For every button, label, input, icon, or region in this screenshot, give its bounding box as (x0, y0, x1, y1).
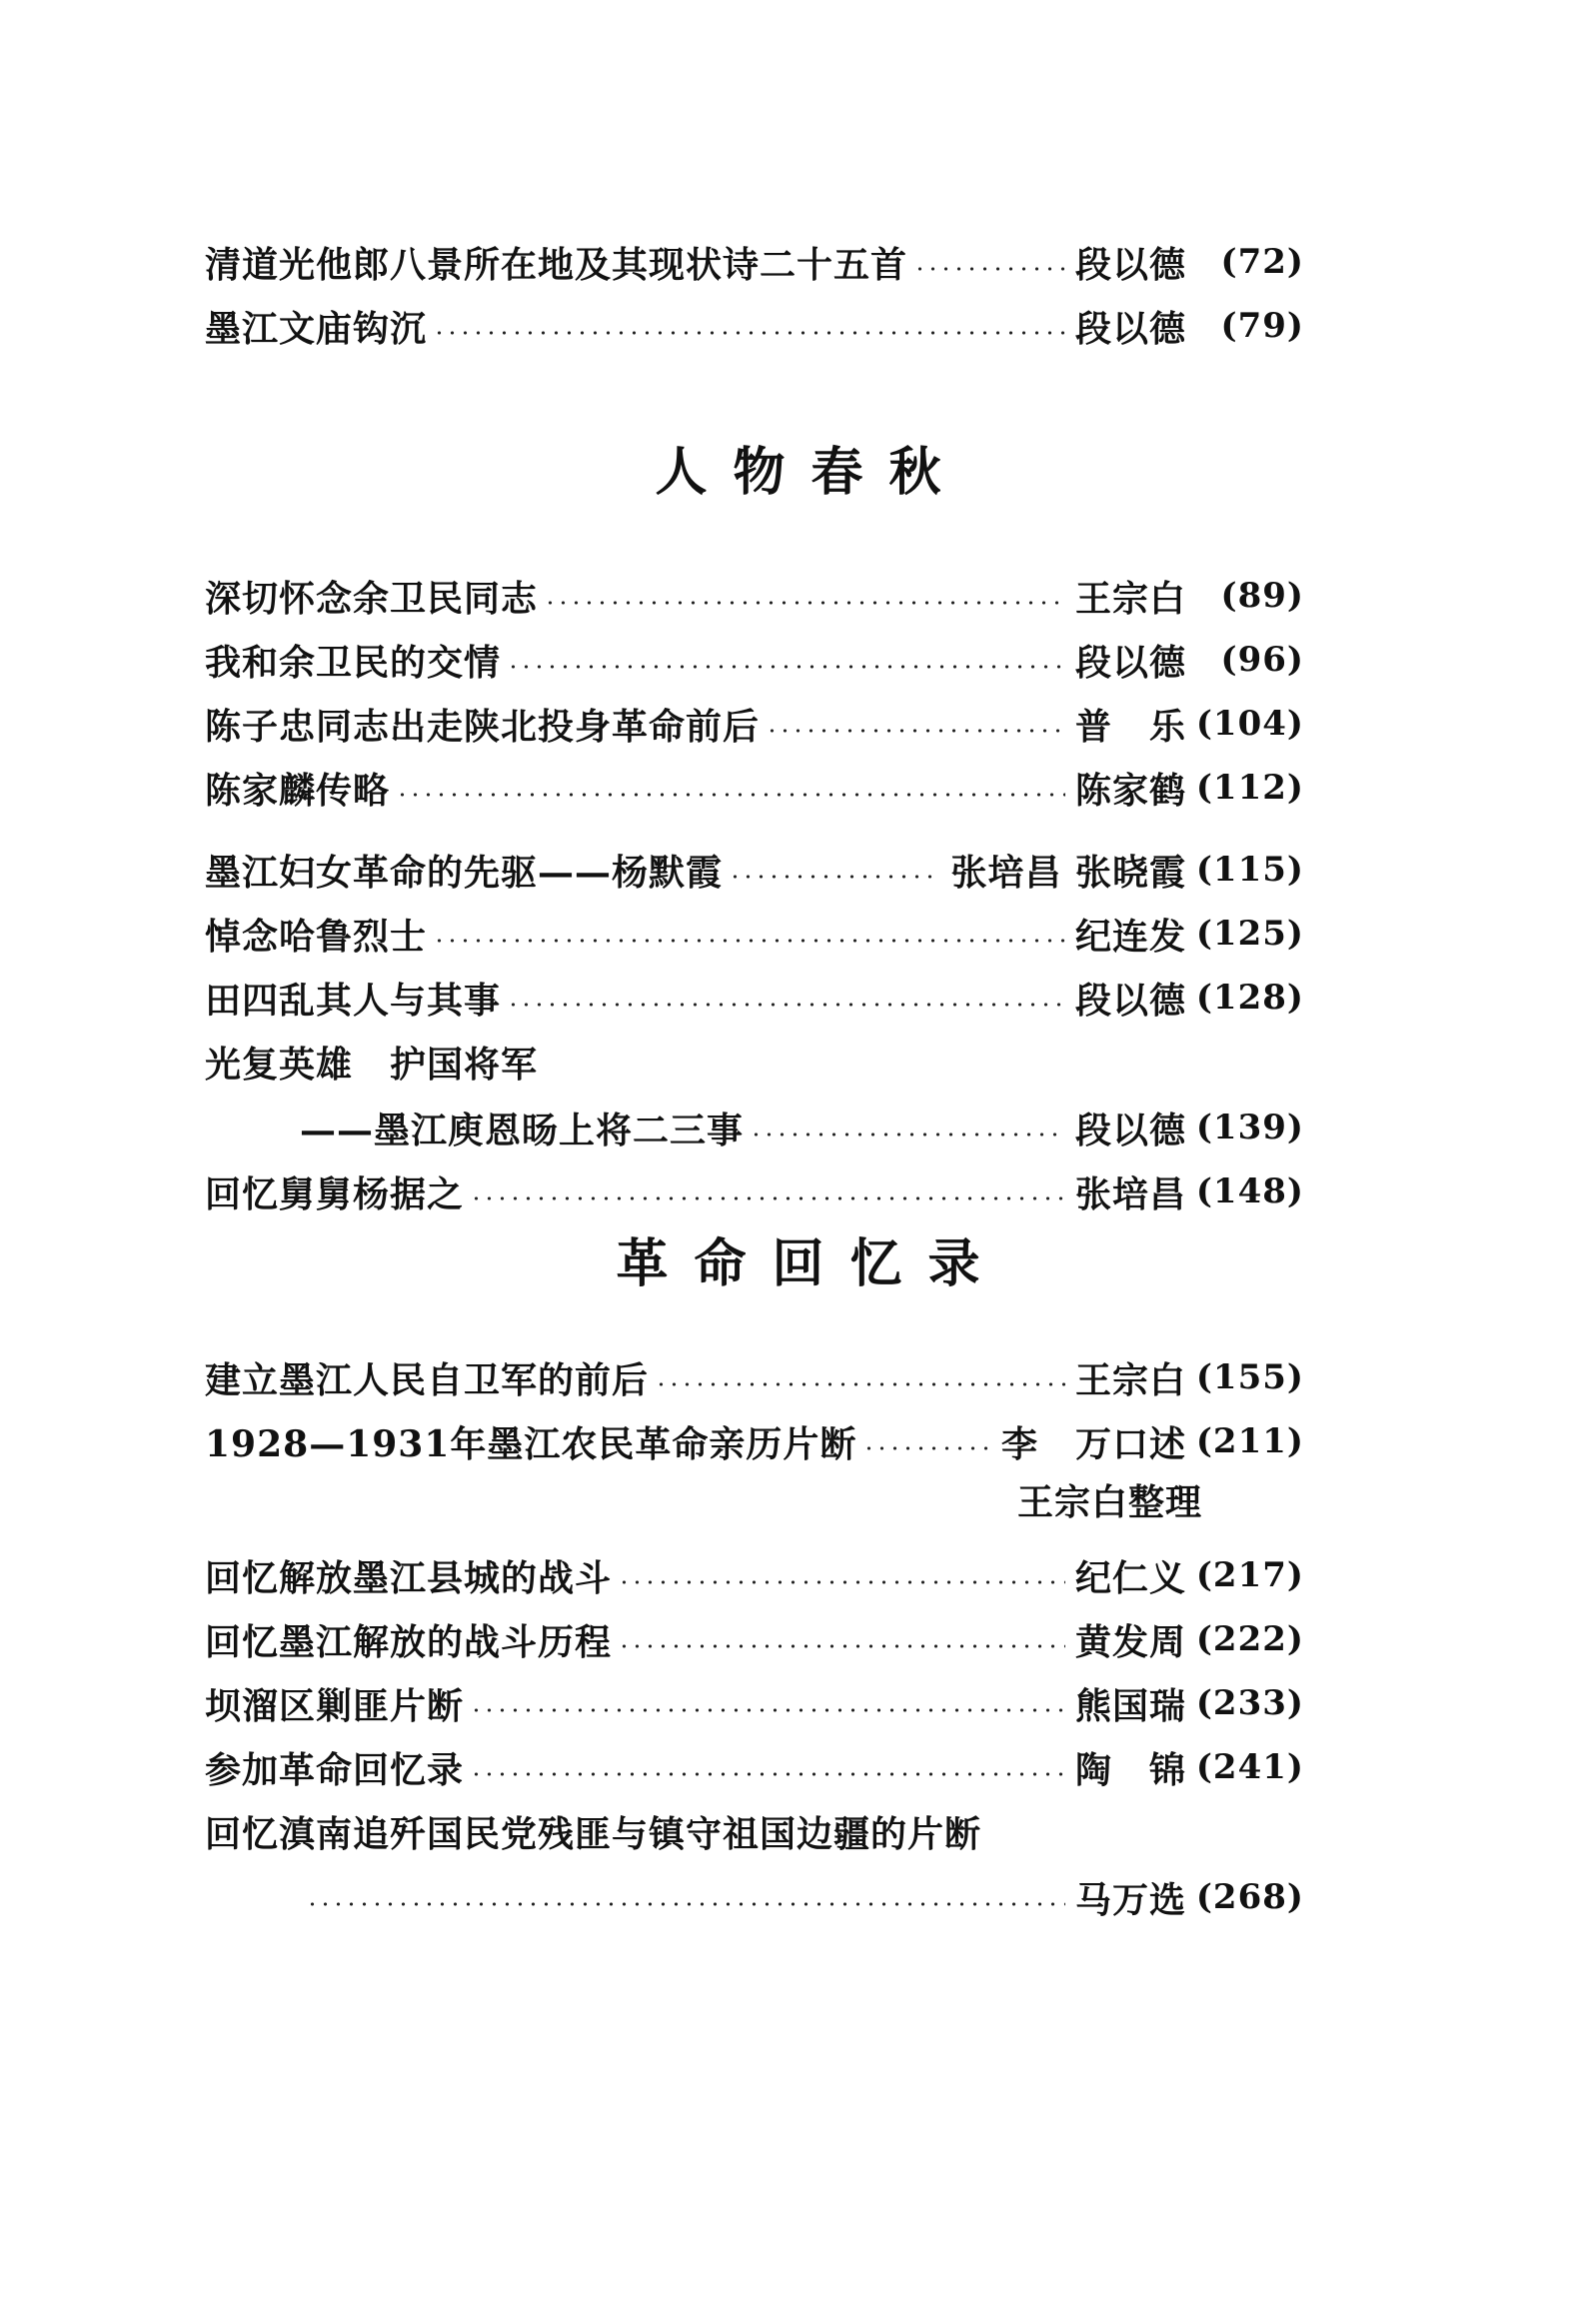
toc-entry-coauthor: 王宗白整理 (1017, 1481, 1203, 1523)
toc-entry-title: 墨江妇女革命的先驱——杨默霞 (205, 851, 724, 894)
toc-entry-page: (115) (1195, 850, 1304, 890)
dot-leader (618, 1578, 1065, 1586)
toc-entry-title: 参加革命回忆录 (205, 1748, 465, 1791)
dot-leader (618, 1642, 1065, 1650)
toc-entry-page: (139) (1195, 1108, 1304, 1148)
toc-entry-author: 陶 锦 (1074, 1748, 1186, 1791)
toc-entry[interactable] (205, 758, 1304, 818)
toc-entry-page: (96) (1220, 640, 1304, 680)
toc-entry-title: 墨江文庙钩沉 (205, 307, 428, 350)
toc-entry-page: (104) (1195, 704, 1304, 744)
toc-entry-title: 我和余卫民的交情 (205, 641, 502, 684)
toc-entry[interactable] (205, 904, 1304, 964)
toc-entry[interactable] (205, 1411, 1304, 1471)
toc-entry-author: 段以德 (1074, 979, 1186, 1022)
dot-leader (306, 1900, 1065, 1908)
toc-entry[interactable] (205, 296, 1304, 356)
toc-entry-page: (72) (1220, 242, 1304, 282)
dot-leader (433, 329, 1065, 337)
toc-entry[interactable] (205, 1801, 1304, 1861)
toc-entry[interactable] (205, 694, 1304, 754)
toc-entry-author: 段以德 (1074, 641, 1186, 684)
toc-entry-page: (222) (1195, 1619, 1304, 1659)
toc-entry-author: 黄发周 (1074, 1620, 1186, 1663)
toc-entry-author: 段以德 (1074, 243, 1186, 286)
toc-entry-author: 普 乐 (1074, 705, 1186, 748)
toc-entry[interactable] (205, 566, 1304, 626)
toc-entry-author: 陈家鹤 (1074, 769, 1186, 812)
toc-entry[interactable] (205, 968, 1304, 1028)
toc-entry[interactable] (205, 1347, 1304, 1407)
toc-entry-page: (89) (1220, 576, 1304, 616)
toc-entry-author: 马万选 (1074, 1878, 1186, 1921)
dot-leader (544, 599, 1065, 607)
section-heading-memoirs: 革命回忆录 (616, 1233, 1006, 1294)
toc-entry-page: (211) (1195, 1421, 1304, 1461)
toc-entry[interactable] (205, 840, 1304, 900)
toc-entry-page: (233) (1195, 1683, 1304, 1723)
toc-entry-author: 张培昌 张晓霞 (950, 851, 1186, 894)
toc-entry-title: 光复英雄 护国将军 (205, 1043, 539, 1086)
dot-leader (766, 727, 1065, 735)
toc-entry-title: 回忆舅舅杨据之 (205, 1172, 465, 1215)
toc-entry-author: 段以德 (1074, 1109, 1186, 1152)
toc-entry-author: 李 万口述 (1000, 1422, 1186, 1465)
toc-entry[interactable] (205, 232, 1304, 292)
dot-leader (507, 1001, 1065, 1009)
toc-entry-title: 陈家麟传略 (205, 769, 391, 812)
toc-entry[interactable] (205, 1032, 1304, 1092)
dot-leader (729, 873, 940, 881)
toc-entry[interactable] (300, 1098, 1304, 1157)
toc-entry-page: (128) (1195, 978, 1304, 1018)
toc-entry-author: 张培昌 (1074, 1172, 1186, 1215)
toc-entry-page: (148) (1195, 1171, 1304, 1211)
dot-leader (470, 1194, 1065, 1202)
toc-entry-page: (155) (1195, 1357, 1304, 1397)
section-heading-people: 人物春秋 (655, 442, 967, 503)
toc-entry[interactable] (205, 1673, 1304, 1733)
dot-leader (655, 1380, 1065, 1388)
toc-entry[interactable] (205, 1609, 1304, 1669)
toc-entry-author: 熊国瑞 (1074, 1684, 1186, 1727)
toc-entry-title: ——墨江庾恩旸上将二三事 (300, 1109, 745, 1152)
dot-leader (862, 1444, 991, 1452)
dot-leader (470, 1706, 1065, 1714)
toc-entry-title: 清道光他郎八景所在地及其现状诗二十五首 (205, 243, 908, 286)
toc-entry-title: 悼念哈鲁烈士 (205, 915, 428, 958)
toc-entry-page: (79) (1220, 306, 1304, 346)
toc-entry[interactable] (205, 1737, 1304, 1797)
toc-entry[interactable] (205, 1161, 1304, 1221)
toc-entry-author: 段以德 (1074, 307, 1186, 350)
toc-entry-page: (125) (1195, 914, 1304, 954)
dot-leader (396, 791, 1065, 799)
toc-entry-author: 纪连发 (1074, 915, 1186, 958)
toc-entry-title: 回忆滇南追歼国民党残匪与镇守祖国边疆的片断 (205, 1812, 982, 1855)
toc-entry-title: 1928—1931年墨江农民革命亲历片断 (205, 1422, 857, 1465)
toc-entry-title: 深切怀念余卫民同志 (205, 577, 539, 620)
toc-entry-page: (217) (1195, 1555, 1304, 1595)
toc-entry-author: 纪仁义 (1074, 1556, 1186, 1599)
toc-entry[interactable] (300, 1867, 1304, 1927)
dot-leader (433, 937, 1065, 945)
toc-entry-title: 陈子忠同志出走陕北投身革命前后 (205, 705, 761, 748)
dot-leader (913, 265, 1065, 273)
dot-leader (470, 1770, 1065, 1778)
toc-entry[interactable] (205, 1545, 1304, 1605)
toc-entry-page: (268) (1195, 1877, 1304, 1917)
toc-entry-title: 回忆墨江解放的战斗历程 (205, 1620, 613, 1663)
dot-leader (507, 663, 1065, 671)
toc-entry-title: 坝溜区剿匪片断 (205, 1684, 465, 1727)
toc-entry-page: (241) (1195, 1747, 1304, 1787)
toc-entry-page: (112) (1195, 768, 1304, 808)
toc-entry-title: 回忆解放墨江县城的战斗 (205, 1556, 613, 1599)
toc-entry-author: 王宗白 (1074, 1358, 1186, 1401)
toc-entry[interactable] (205, 630, 1304, 690)
dot-leader (750, 1131, 1065, 1139)
toc-entry-title: 田四乱其人与其事 (205, 979, 502, 1022)
toc-entry-author: 王宗白 (1074, 577, 1186, 620)
toc-entry-title: 建立墨江人民自卫军的前后 (205, 1358, 650, 1401)
